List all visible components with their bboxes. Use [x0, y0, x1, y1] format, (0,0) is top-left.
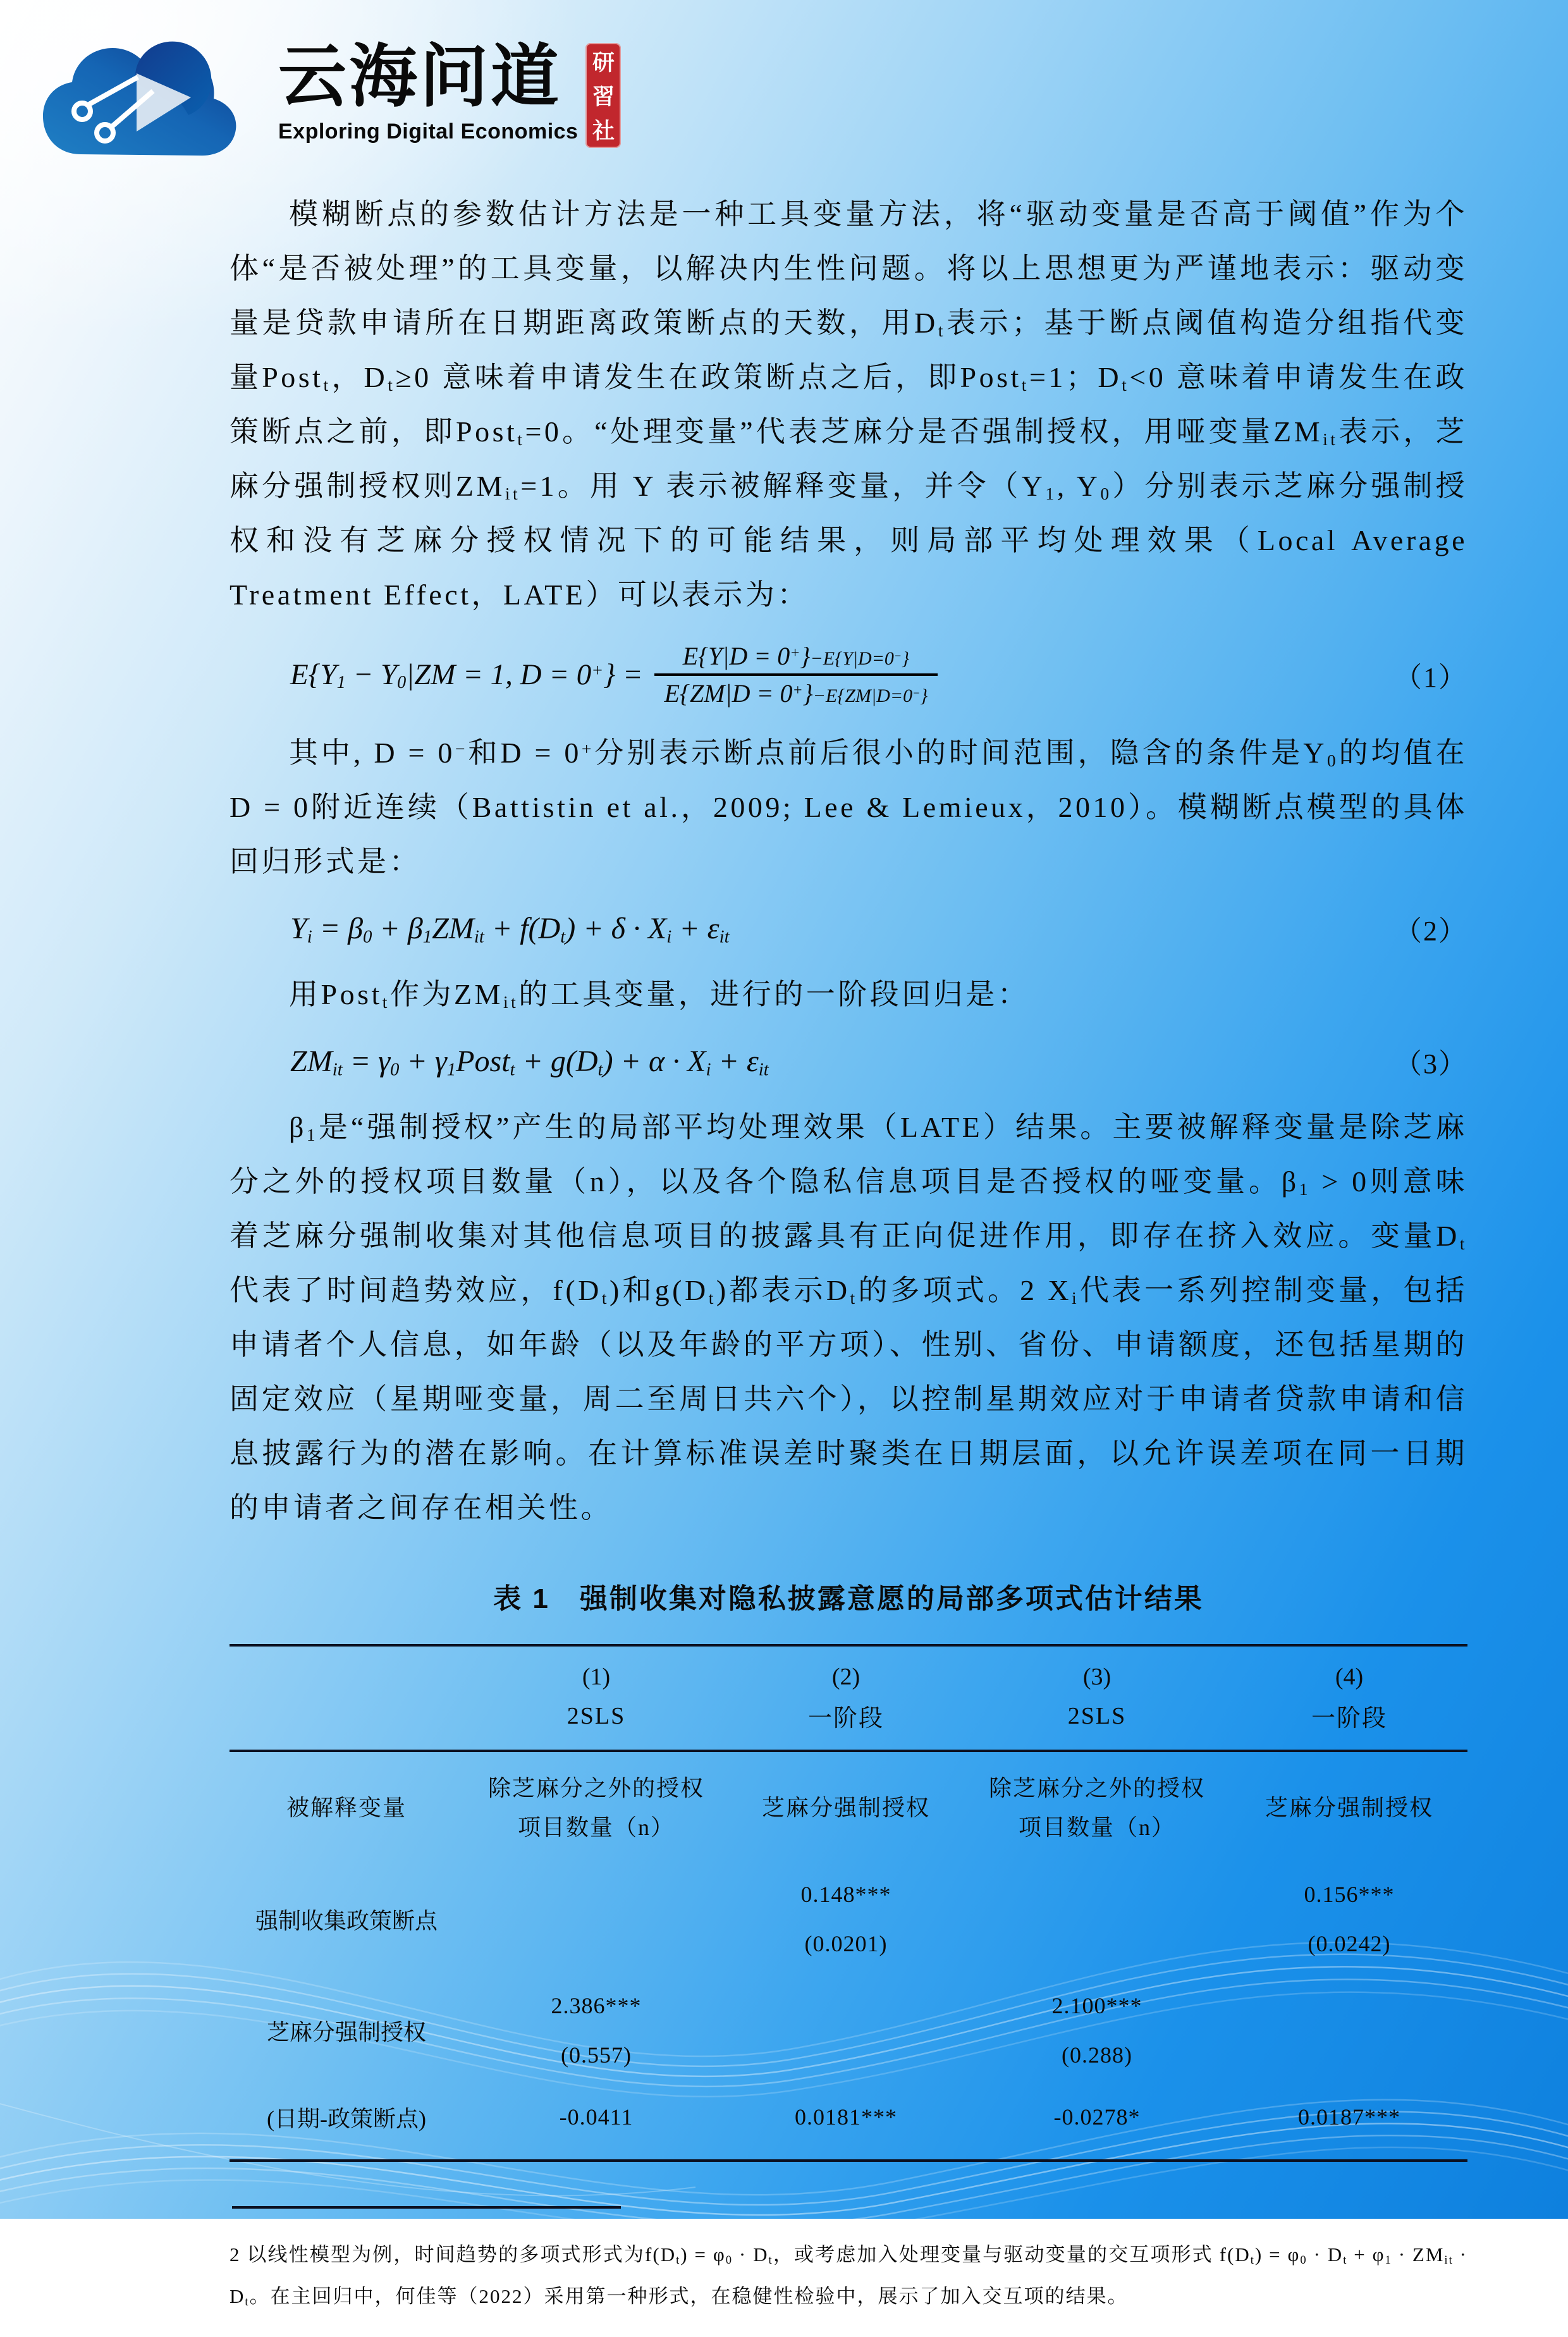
- table-row-zm-mandatory: [230, 1975, 1467, 2086]
- col-method: 2SLS: [1067, 1702, 1127, 1729]
- equation-2: [230, 908, 1467, 948]
- equation-1-fraction: [654, 639, 938, 711]
- col-method: 2SLS: [567, 1702, 626, 1729]
- col-number: (3): [1082, 1664, 1112, 1690]
- table-method-row: [230, 1695, 1467, 1750]
- equation-2-body: $Y_i = \beta_0 + \beta_1ZM_{it} + f(D_t) + \delta \cdot X_i + \varepsilon_{it}$: [290, 911, 730, 947]
- equation-3-number: （3）: [1394, 1048, 1467, 1079]
- coef-cell: 2.386*** (0.557): [551, 1993, 642, 2068]
- cloud-logo-icon: [42, 37, 269, 161]
- paragraph-first-stage: 用Post$_t$作为$ZM_{it}$的工具变量，进行的一阶段回归是：: [289, 978, 1030, 1012]
- coef-cell: [1231, 2027, 1467, 2034]
- col-number: (2): [831, 1664, 861, 1690]
- paragraph-continuity: 其中, D = 0−和D = 0+分别表示断点前后很小的时间范围，隐含的条件是$Y_0$的均值在D = 0附近连续（Battistin et al.，2009; Lee & Lemieux，2010）。模糊断点模型的具体回归形式是：: [230, 737, 1467, 878]
- dep-var: 除芝麻分之外的授权项目数量（n）: [988, 1776, 1205, 1840]
- dep-var-label: 被解释变量: [286, 1795, 407, 1820]
- seal-char: 社: [592, 119, 615, 144]
- paragraph-variables: $\beta_1$是“强制授权”产生的局部平均处理效果（LATE）结果。主要被解释变量是除芝麻分之外的授权项目数量（n），以及各个隐私信息项目是否授权的哑变量。$\beta_1 > 0$则意味着芝麻分强制收集对其他信息项目的披露具有正向促进作用，即存在挤入效应。变量$D_t$代表了时间趋势效应，$f(D_t)$和$g(D_t)$都表示$D_t$的多项式。2 $X_i$代表一系列控制变量，包括申请者个人信息，如年龄（以及年龄的平方项）、性别、省份、申请额度，还包括星期的固定效应（星期哑变量，周二至周日共六个），以控制星期效应对于申请者贷款申请和信息披露行为的潜在影响。在计算标准误差时聚类在日期层面，以允许误差项在同一日期的申请者之间存在相关性。: [230, 1111, 1468, 1524]
- seal-char: 習: [592, 85, 615, 109]
- col-method: 一阶段: [1311, 1705, 1387, 1732]
- logo-seal: [585, 43, 621, 148]
- dep-var: 除芝麻分之外的授权项目数量（n）: [487, 1776, 704, 1840]
- footnote-text: 2 以线性模型为例，时间趋势的多项式形式为$f(D_t) = \varphi_0 \cdot D_t$，或考虑加入处理变量与驱动变量的交互项形式 $f(D_t) = \varphi_0 \cdot D_t + \varphi_1 \cdot ZM_{it} \cdot D_t$。在主回归中，何佳等（2022）采用第一种形式，在稳健性检验中，展示了加入交互项的结果。: [230, 2243, 1467, 2309]
- coef-cell: -0.0278*: [1053, 2104, 1141, 2130]
- site-logo: [42, 37, 621, 161]
- paragraph-methodology: 模糊断点的参数估计方法是一种工具变量方法，将“驱动变量是否高于阈值”作为个体“是否被处理”的工具变量，以解决内生性问题。将以上思想更为严谨地表示：驱动变量是贷款申请所在日期距离政策断点的天数，用$D_t$表示；基于断点阈值构造分组指代变量Post$_t$，$D_t\ge 0$ 意味着申请发生在政策断点之后，即Post$_t$=1；$D_t<0$ 意味着申请发生在政策断点之前，即Post$_t$=0。“处理变量”代表芝麻分是否强制授权，用哑变量$ZM_{it}$表示，芝麻分强制授权则$ZM_{it}=1$。用 Y 表示被解释变量，并令（$Y_1$, $Y_0$）分别表示芝麻分强制授权和没有芝麻分授权情况下的可能结果，则局部平均处理效果（Local Average Treatment Effect，LATE）可以表示为：: [230, 198, 1468, 611]
- table-column-numbers-row: [230, 1647, 1467, 1695]
- row-label: 强制收集政策断点: [255, 1908, 438, 1934]
- coef-cell: 0.0181***: [795, 2104, 897, 2130]
- fraction-numerator: E{Y|D = 0+}−E{Y|D=0−}: [682, 642, 910, 670]
- logo-subtitle: Exploring Digital Economics: [278, 120, 579, 144]
- empty-cell: [230, 1712, 463, 1733]
- col-number: (1): [582, 1664, 611, 1690]
- equation-1-lhs: $E\{Y_1 - Y_0|ZM = 1$, D = 0+} =: [290, 658, 643, 693]
- table-row-date-cutoff: [230, 2086, 1467, 2159]
- seal-char: 研: [592, 51, 615, 75]
- dep-var-row: [230, 1752, 1467, 1863]
- coef-cell: 2.100*** (0.288): [1051, 1993, 1142, 2068]
- equation-1-number: （1）: [1394, 662, 1467, 693]
- empty-cell: [230, 1660, 463, 1681]
- equation-3-body: $ZM_{it} = \gamma_0$ + $\gamma_1Post_t + g(D_t) + \alpha \cdot X_i + \varepsilon_{it}$: [290, 1044, 769, 1079]
- fraction-denominator: E{ZM|D = 0+}−E{ZM|D=0−}: [654, 673, 938, 711]
- table-row-policy-cutoff: [230, 1863, 1467, 1975]
- equation-2-number: （2）: [1394, 916, 1467, 947]
- coef-cell: 0.0187***: [1298, 2104, 1400, 2130]
- results-table: [230, 1644, 1467, 2162]
- coef-cell: 0.156*** (0.0242): [1304, 1882, 1395, 1956]
- row-label: 芝麻分强制授权: [266, 2019, 426, 2045]
- logo-text-block: [278, 37, 578, 144]
- equation-1: [230, 639, 1467, 711]
- coef-cell: -0.0411: [559, 2104, 634, 2130]
- footnote-divider: [232, 2206, 621, 2209]
- coef-cell: [963, 1915, 1231, 1923]
- dep-var: 芝麻分强制授权: [1265, 1795, 1433, 1820]
- row-label: (日期-政策断点): [267, 2106, 426, 2132]
- table-title: 表 1 强制收集对隐私披露意愿的局部多项式估计结果: [493, 1583, 1204, 1614]
- col-number: (4): [1335, 1664, 1364, 1690]
- dep-var: 芝麻分强制授权: [761, 1795, 930, 1820]
- col-method: 一阶段: [807, 1705, 884, 1732]
- article-body: [230, 187, 1467, 2337]
- coef-cell: [729, 2027, 963, 2034]
- coef-cell: 0.148*** (0.0201): [800, 1882, 891, 1956]
- logo-title: 云海问道: [278, 40, 562, 115]
- equation-3: [230, 1041, 1467, 1081]
- coef-cell: [463, 1915, 729, 1923]
